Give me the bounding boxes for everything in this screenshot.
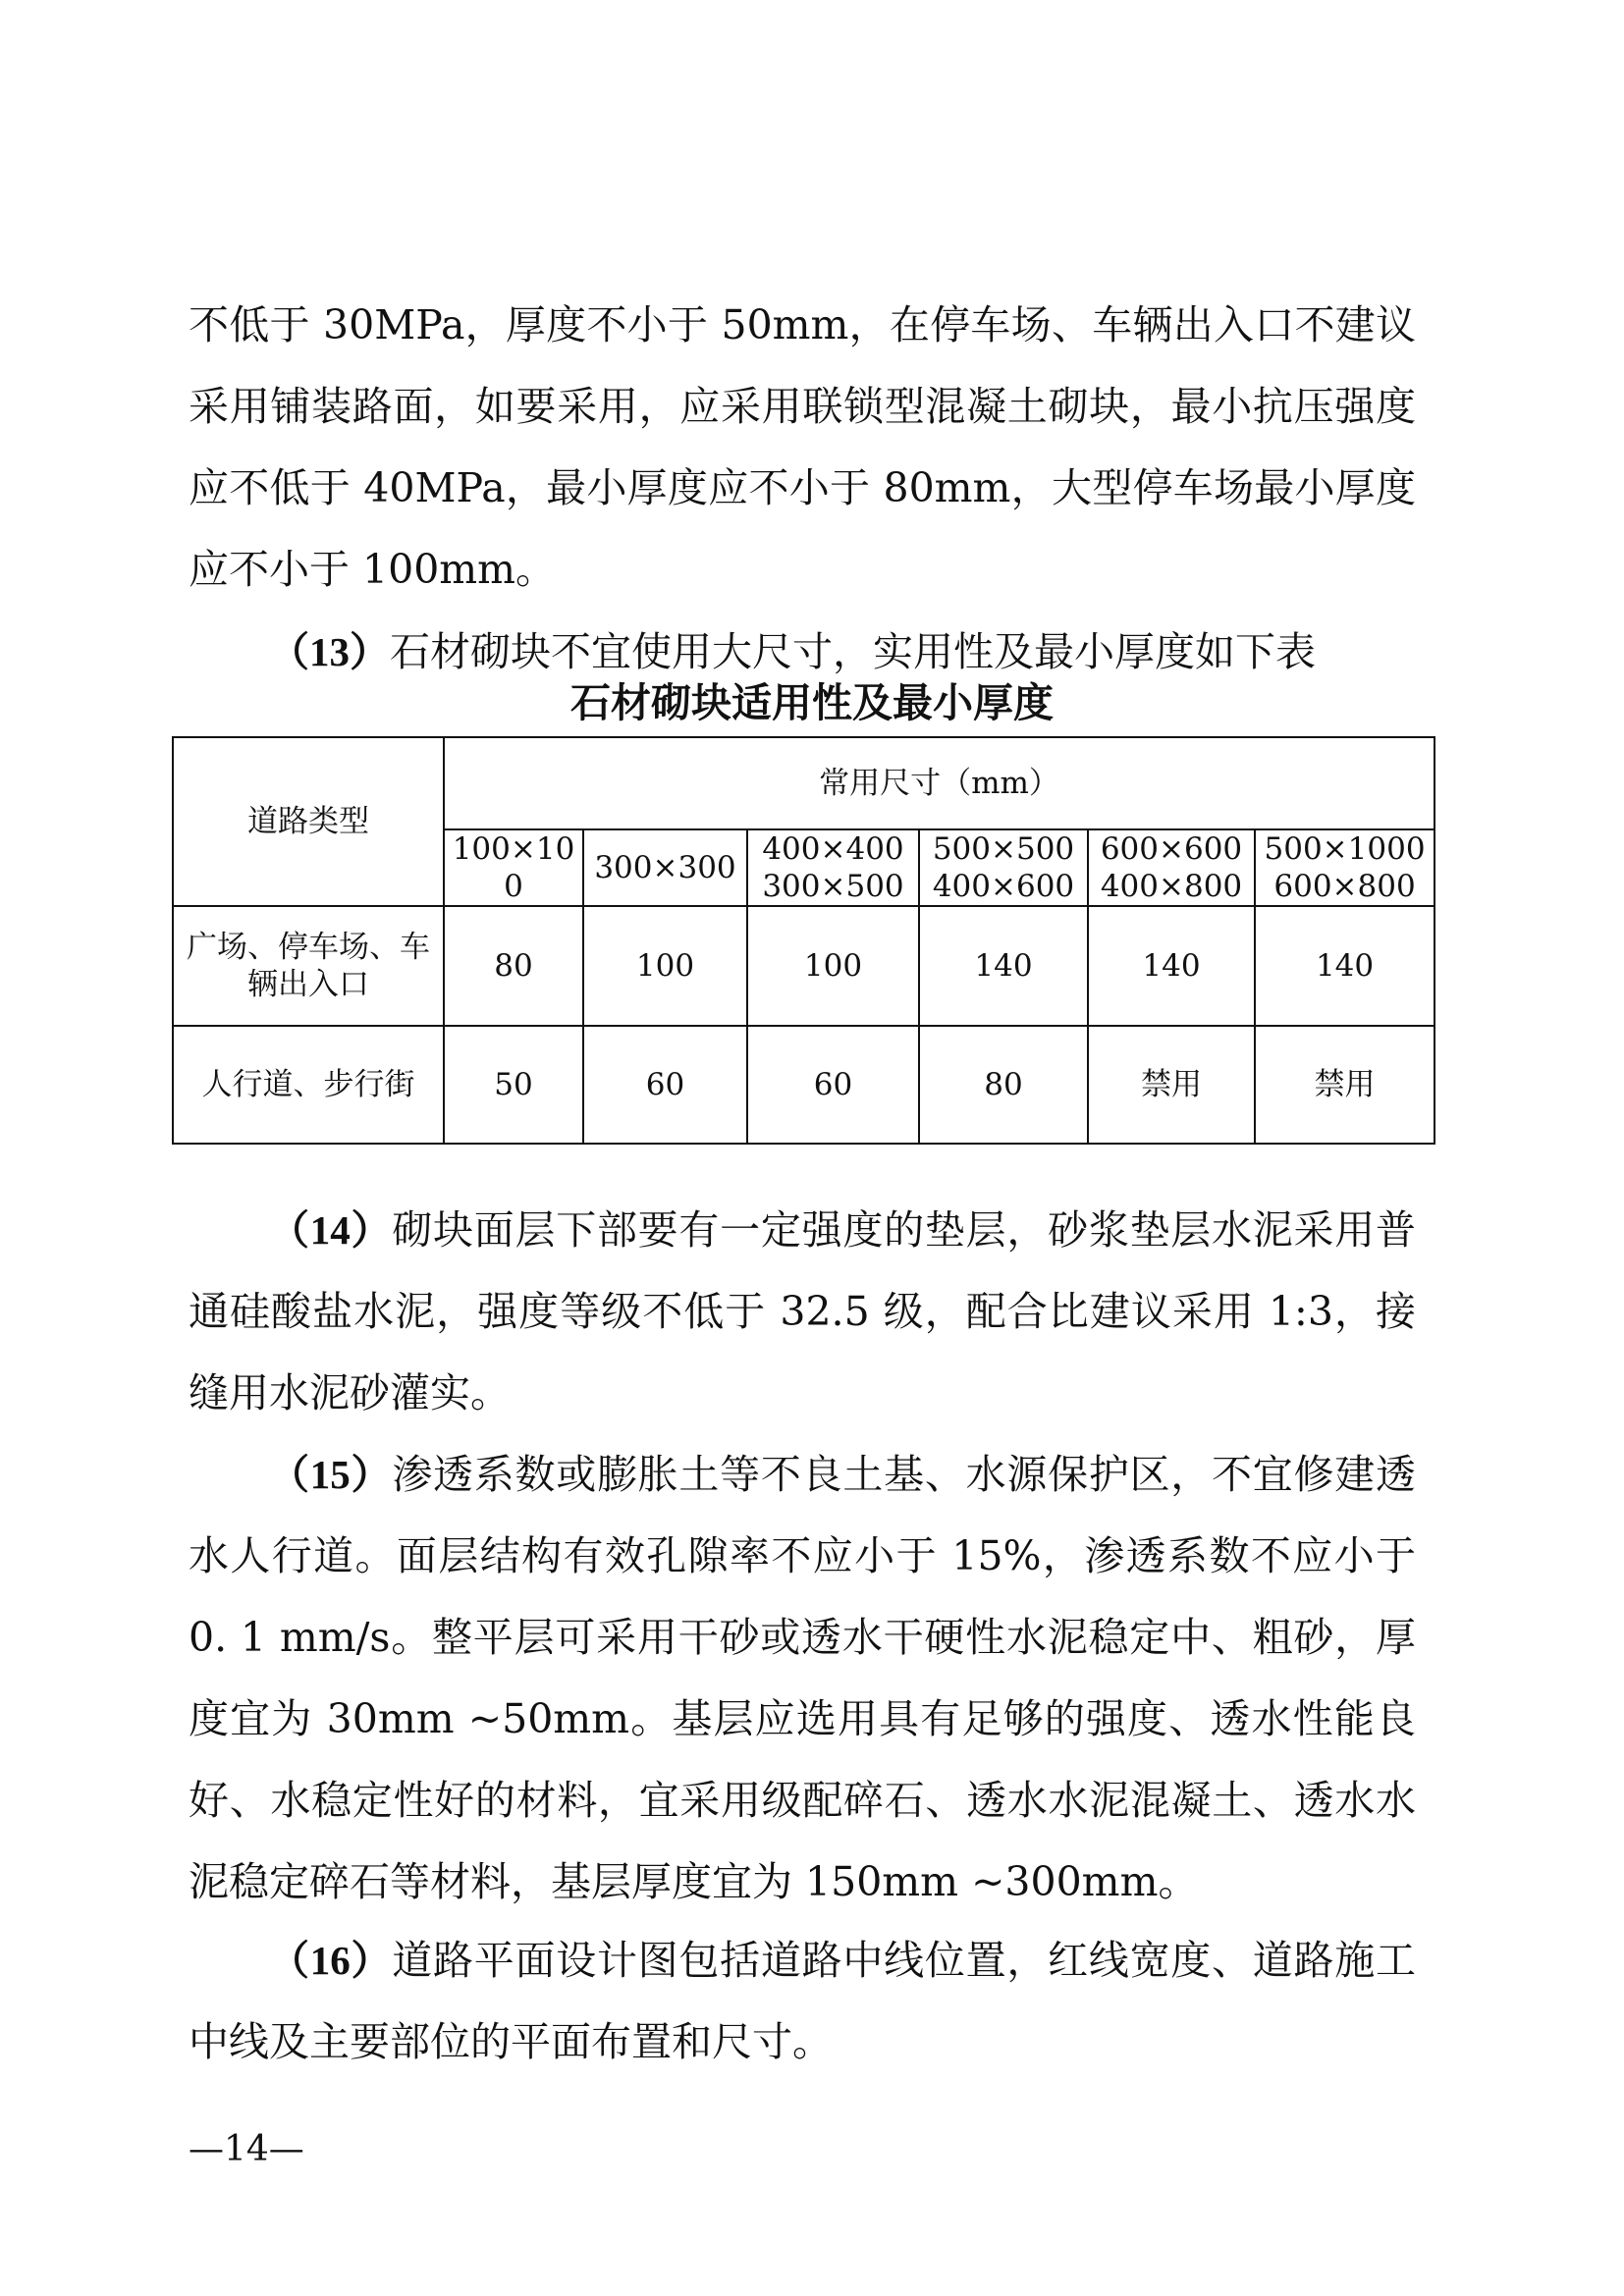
thickness-cell: 50 bbox=[444, 1026, 583, 1144]
paragraph-14-text: 砌块面层下部要有一定强度的垫层，砂浆垫层水泥采用普通硅酸盐水泥，强度等级不低于 32.5 级，配合比建议采用 1:3，接缝用水泥砂灌实。 bbox=[189, 1206, 1417, 1416]
page-number: —14— bbox=[189, 2129, 304, 2169]
paragraph-13-text: 石材砌块不宜使用大尺寸，实用性及最小厚度如下表 bbox=[390, 628, 1316, 675]
thickness-cell: 100 bbox=[747, 906, 919, 1026]
size-header: 500×1000 600×800 bbox=[1255, 829, 1435, 906]
common-size-header: 常用尺寸（mm） bbox=[444, 737, 1435, 829]
paragraph-14 bbox=[189, 1190, 1416, 1434]
thickness-cell: 80 bbox=[919, 1026, 1088, 1144]
size-header bbox=[444, 829, 583, 906]
item-number-16: （16） bbox=[269, 1938, 393, 1983]
stone-block-table bbox=[172, 736, 1435, 1145]
item-number-13: （13） bbox=[269, 629, 390, 674]
paragraph-15-text: 渗透系数或膨胀土等不良土基、水源保护区，不宜修建透水人行道。面层结构有效孔隙率不应小于 15%，渗透系数不应小于 0. 1 mm/s。整平层可采用干砂或透水干硬性水泥稳定中、粗砂，厚度宜为 30mm ~50mm。基层应选用具有足够的强度、透水性能良好、水稳定性好的材料，宜采用级配碎石、透水水泥混凝土、透水水泥稳定碎石等材料，基层厚度宜为 150mm ~300mm。 bbox=[189, 1451, 1417, 1905]
size-header: 300×300 bbox=[583, 829, 747, 906]
road-type-header: 道路类型 bbox=[173, 737, 444, 906]
thickness-cell: 60 bbox=[583, 1026, 747, 1144]
thickness-cell: 140 bbox=[919, 906, 1088, 1026]
thickness-cell: 60 bbox=[747, 1026, 919, 1144]
road-type-cell: 人行道、步行街 bbox=[173, 1026, 444, 1144]
thickness-cell: 140 bbox=[1255, 906, 1435, 1026]
table-title: 石材砌块适用性及最小厚度 bbox=[570, 679, 1054, 726]
size-header: 600×600 400×800 bbox=[1088, 829, 1255, 906]
thickness-cell: 140 bbox=[1088, 906, 1255, 1026]
item-number-15: （15） bbox=[269, 1452, 393, 1497]
paragraph-16-text: 道路平面设计图包括道路中线位置，红线宽度、道路施工中线及主要部位的平面布置和尺寸。 bbox=[189, 1937, 1417, 2065]
thickness-cell: 禁用 bbox=[1255, 1026, 1435, 1144]
thickness-cell: 禁用 bbox=[1088, 1026, 1255, 1144]
paragraph-12-continued: 不低于 30MPa，厚度不小于 50mm，在停车场、车辆出入口不建议采用铺装路面，如要采用，应采用联锁型混凝土砌块，最小抗压强度应不低于 40MPa，最小厚度应不小于 80mm，大型停车场最小厚度应不小于 100mm。 bbox=[189, 301, 1416, 593]
paragraph-16 bbox=[189, 1920, 1416, 2083]
table-header-row bbox=[173, 737, 1435, 829]
size-label: 100×100 bbox=[452, 831, 575, 904]
thickness-cell: 80 bbox=[444, 906, 583, 1026]
table-row bbox=[173, 906, 1435, 1026]
size-header: 400×400 300×500 bbox=[747, 829, 919, 906]
item-number-14: （14） bbox=[269, 1207, 393, 1253]
road-type-cell: 广场、停车场、车辆出入口 bbox=[173, 906, 444, 1026]
thickness-cell: 100 bbox=[583, 906, 747, 1026]
paragraph-15 bbox=[189, 1434, 1416, 1923]
table-row bbox=[173, 1026, 1435, 1144]
size-header: 500×500 400×600 bbox=[919, 829, 1088, 906]
